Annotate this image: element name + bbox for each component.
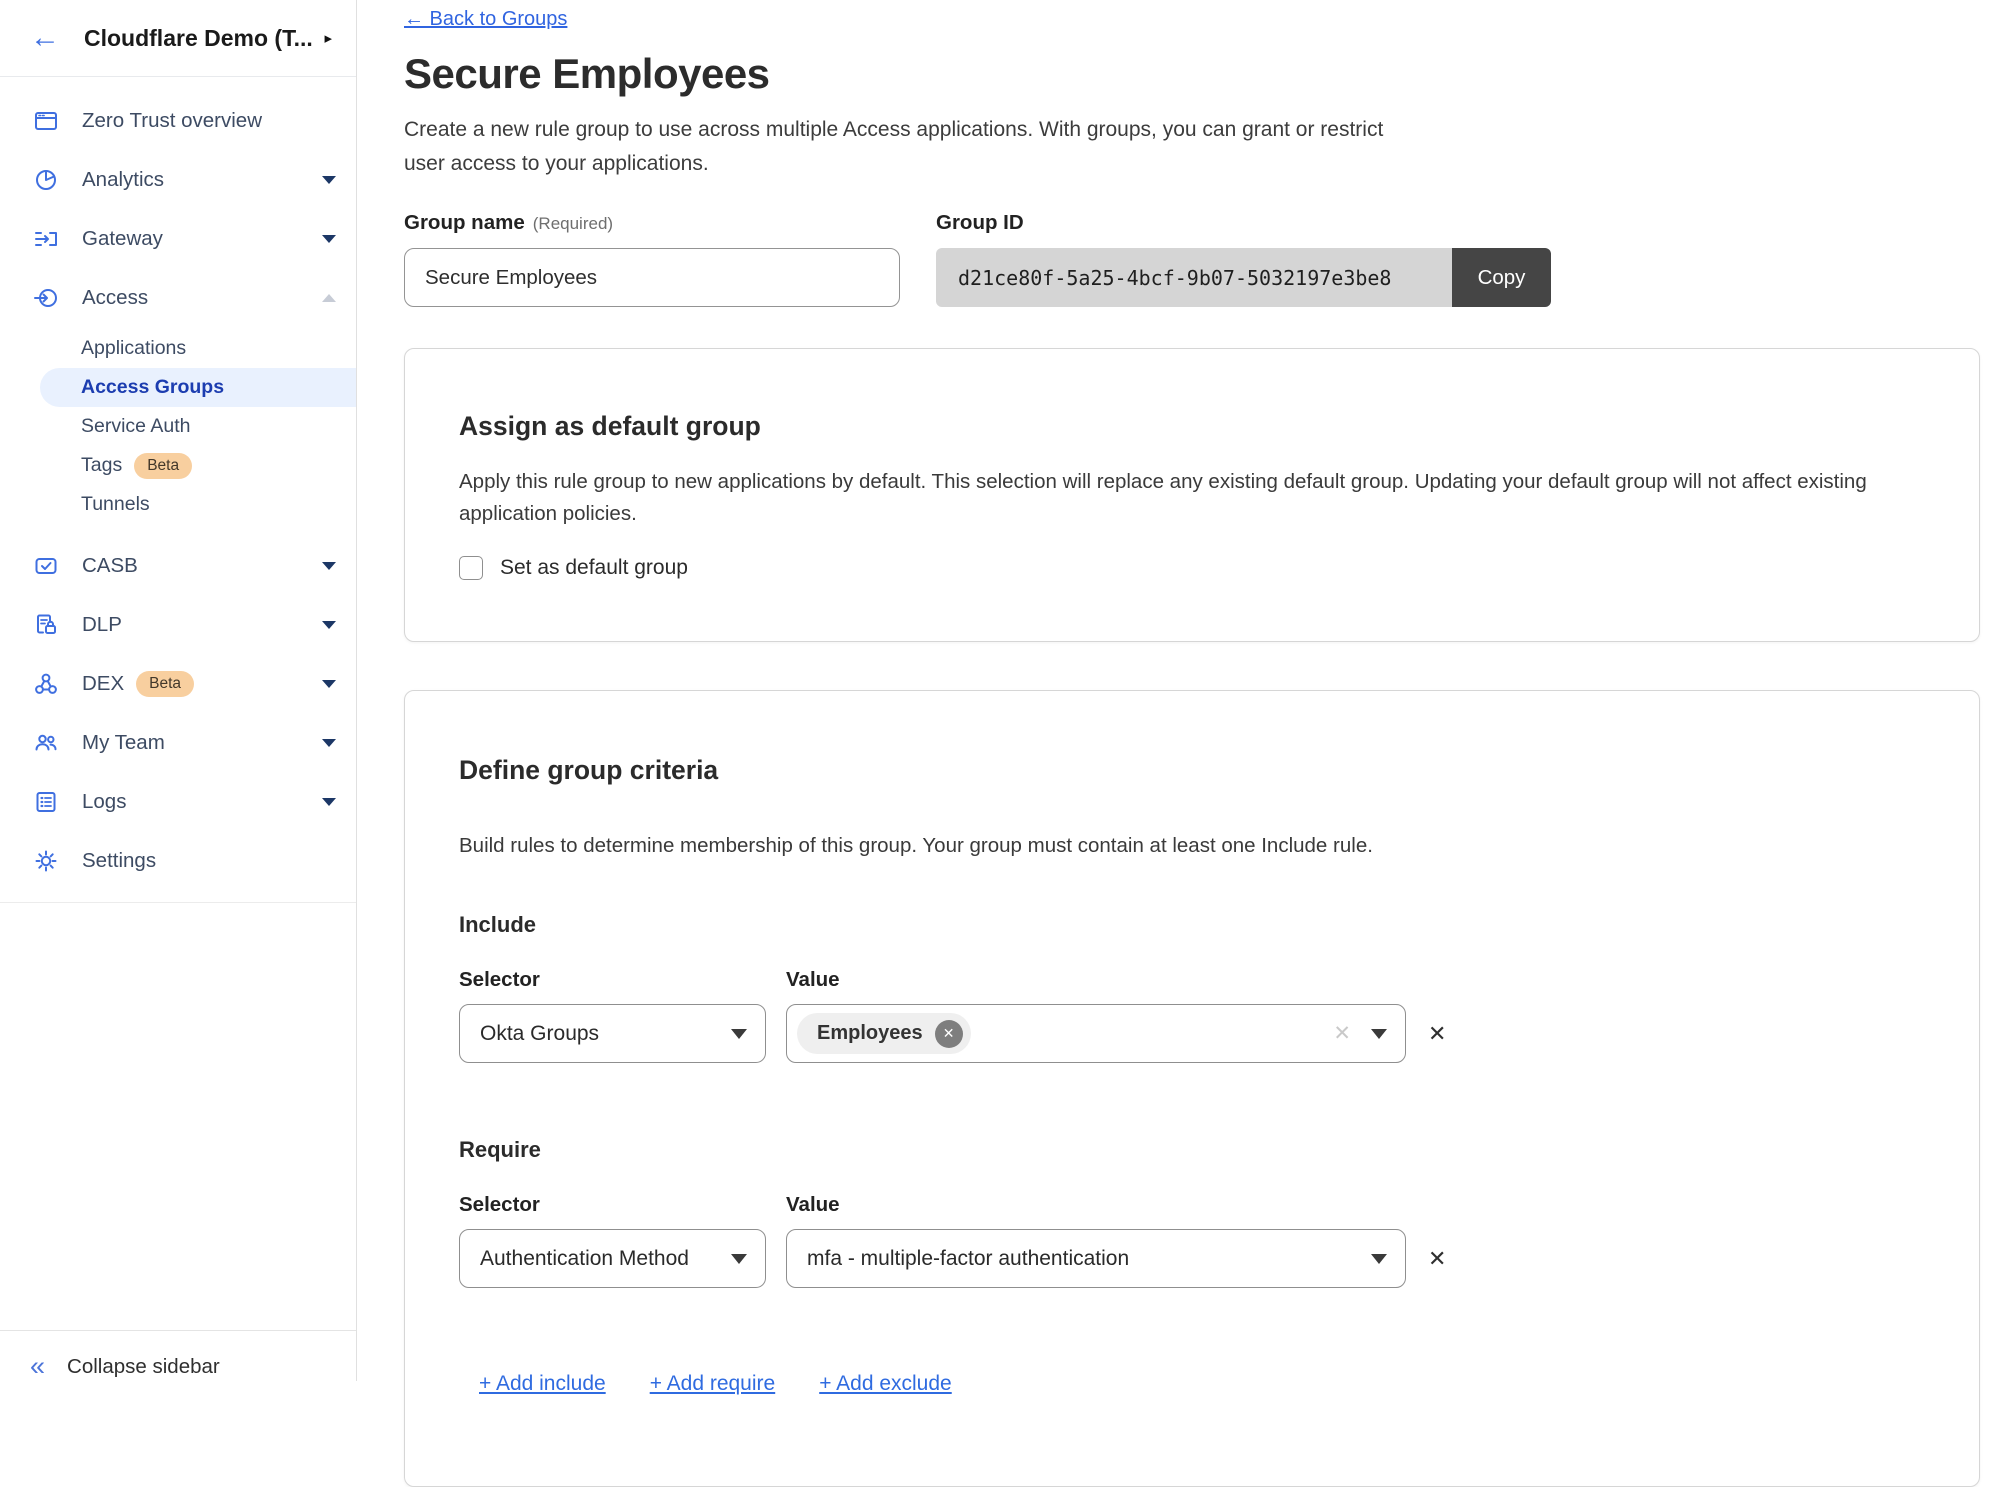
selected-option-text: Okta Groups	[480, 1022, 599, 1046]
document-lock-icon	[33, 612, 59, 638]
collapse-double-chevron-icon: «	[30, 1353, 45, 1380]
include-rule-row	[459, 1004, 1923, 1063]
include-column-labels	[459, 968, 1923, 992]
group-id-value: d21ce80f-5a25-4bcf-9b07-5032197e3be8	[936, 248, 1452, 307]
chevron-down-icon	[1371, 1029, 1387, 1039]
include-heading: Include	[459, 912, 1923, 938]
sidebar-item-dex[interactable]	[0, 654, 356, 713]
define-group-criteria-card	[404, 690, 1980, 1487]
sidebar-item-label: DLP	[82, 613, 122, 637]
selector-label: Selector	[459, 968, 786, 992]
access-icon	[33, 285, 59, 311]
sidebar-item-analytics[interactable]	[0, 150, 356, 209]
set-default-group-label: Set as default group	[500, 556, 688, 580]
main-content	[357, 0, 1999, 1381]
beta-badge: Beta	[134, 453, 192, 479]
sidebar-item-applications[interactable]	[0, 329, 356, 368]
sidebar-item-label: Access	[82, 286, 148, 310]
chevron-down-icon	[322, 562, 336, 570]
sidebar-item-label: Settings	[82, 849, 156, 873]
chevron-down-icon	[322, 680, 336, 688]
sidebar-item-label: Analytics	[82, 168, 164, 192]
chip-label: Employees	[817, 1022, 923, 1045]
sidebar	[0, 0, 357, 1381]
sidebar-item-label: My Team	[82, 731, 165, 755]
chevron-down-icon	[322, 235, 336, 243]
sidebar-item-access[interactable]	[0, 268, 356, 327]
sidebar-item-logs[interactable]	[0, 772, 356, 831]
casb-icon	[33, 553, 59, 579]
clear-value-icon[interactable]: ✕	[1333, 1021, 1351, 1046]
sidebar-item-settings[interactable]	[0, 831, 356, 890]
group-name-label-text: Group name	[404, 211, 525, 234]
group-meta-row	[404, 211, 1999, 307]
multiselect-controls	[1333, 1021, 1387, 1046]
sidebar-item-gateway[interactable]	[0, 209, 356, 268]
require-rule-row	[459, 1229, 1923, 1288]
copy-button[interactable]: Copy	[1452, 248, 1551, 307]
add-rule-links	[479, 1372, 1923, 1396]
chip-remove-icon[interactable]: ✕	[935, 1020, 963, 1048]
back-to-groups-link[interactable]: ← Back to Groups	[404, 8, 567, 31]
back-arrow-icon[interactable]: ←	[30, 23, 60, 53]
selected-option-text: Authentication Method	[480, 1247, 689, 1271]
add-include-link[interactable]: + Add include	[479, 1372, 606, 1396]
account-title: Cloudflare Demo (T...	[84, 25, 324, 52]
group-name-input[interactable]	[404, 248, 900, 307]
chevron-up-icon	[322, 294, 336, 302]
value-label: Value	[786, 1193, 840, 1217]
page-title: Secure Employees	[404, 51, 1999, 97]
sidebar-header	[0, 0, 356, 77]
group-id-box	[936, 248, 1551, 307]
chevron-down-icon	[322, 739, 336, 747]
divider	[0, 902, 356, 903]
sub-item-label: Tags	[81, 454, 122, 477]
value-chip	[797, 1013, 971, 1054]
group-name-label	[404, 211, 900, 235]
sidebar-item-label: DEX	[82, 672, 124, 696]
card-description: Apply this rule group to new applications by default. This selection will replace any existing default group. Updating your default group will not affect existing application policies.	[459, 466, 1923, 530]
card-title: Define group criteria	[459, 755, 1923, 786]
sidebar-item-label: Logs	[82, 790, 126, 814]
value-label: Value	[786, 968, 840, 992]
require-value-dropdown[interactable]	[786, 1229, 1406, 1288]
include-value-multiselect[interactable]	[786, 1004, 1406, 1063]
sidebar-item-access-groups[interactable]	[40, 368, 356, 407]
collapse-sidebar-label: Collapse sidebar	[67, 1355, 220, 1379]
chevron-down-icon	[322, 798, 336, 806]
add-exclude-link[interactable]: + Add exclude	[819, 1372, 952, 1396]
chevron-down-icon	[322, 176, 336, 184]
sidebar-item-tags[interactable]	[0, 446, 356, 485]
sub-item-label: Applications	[81, 337, 186, 360]
include-selector-dropdown[interactable]	[459, 1004, 766, 1063]
default-group-checkbox-row	[459, 556, 1923, 580]
page-description: Create a new rule group to use across multiple Access applications. With groups, you can grant or restrict user access to your applications.	[404, 113, 1404, 181]
sidebar-item-service-auth[interactable]	[0, 407, 356, 446]
add-require-link[interactable]: + Add require	[650, 1372, 776, 1396]
sub-item-label: Tunnels	[81, 493, 150, 516]
sidebar-item-zero-trust-overview[interactable]	[0, 91, 356, 150]
sidebar-item-label: Gateway	[82, 227, 163, 251]
required-hint: (Required)	[533, 214, 613, 233]
remove-include-rule-button[interactable]: ✕	[1428, 1023, 1446, 1045]
remove-require-rule-button[interactable]: ✕	[1428, 1248, 1446, 1270]
require-column-labels	[459, 1193, 1923, 1217]
group-id-block	[936, 211, 1551, 307]
sub-item-label: Service Auth	[81, 415, 190, 438]
sidebar-footer	[0, 1330, 356, 1380]
network-nodes-icon	[33, 671, 59, 697]
collapse-sidebar-button[interactable]	[0, 1331, 356, 1380]
set-default-group-checkbox[interactable]	[459, 556, 483, 580]
sidebar-item-casb[interactable]	[0, 536, 356, 595]
sidebar-item-label: Zero Trust overview	[82, 109, 262, 133]
beta-badge: Beta	[136, 671, 194, 697]
window-icon	[33, 108, 59, 134]
people-icon	[33, 730, 59, 756]
chevron-down-icon	[731, 1029, 747, 1039]
sidebar-item-my-team[interactable]	[0, 713, 356, 772]
group-name-field-block	[404, 211, 900, 307]
card-description: Build rules to determine membership of this group. Your group must contain at least one Include rule.	[459, 830, 1923, 862]
sidebar-item-tunnels[interactable]	[0, 485, 356, 524]
gateway-icon	[33, 226, 59, 252]
sub-item-label: Access Groups	[81, 376, 224, 399]
expand-account-icon[interactable]: ▸	[324, 29, 332, 47]
card-title: Assign as default group	[459, 411, 1923, 442]
chevron-down-icon	[1371, 1254, 1387, 1264]
chevron-down-icon	[322, 621, 336, 629]
require-selector-dropdown[interactable]	[459, 1229, 766, 1288]
require-heading: Require	[459, 1137, 1923, 1163]
sidebar-item-dlp[interactable]	[0, 595, 356, 654]
sidebar-item-label: CASB	[82, 554, 138, 578]
selected-option-text: mfa - multiple-factor authentication	[807, 1247, 1129, 1271]
assign-default-group-card	[404, 348, 1980, 642]
pie-chart-icon	[33, 167, 59, 193]
sidebar-nav	[0, 77, 356, 903]
selector-label: Selector	[459, 1193, 786, 1217]
chevron-down-icon	[731, 1254, 747, 1264]
group-id-label: Group ID	[936, 211, 1551, 235]
gear-icon	[33, 848, 59, 874]
access-sub-nav	[0, 329, 356, 524]
log-list-icon	[33, 789, 59, 815]
